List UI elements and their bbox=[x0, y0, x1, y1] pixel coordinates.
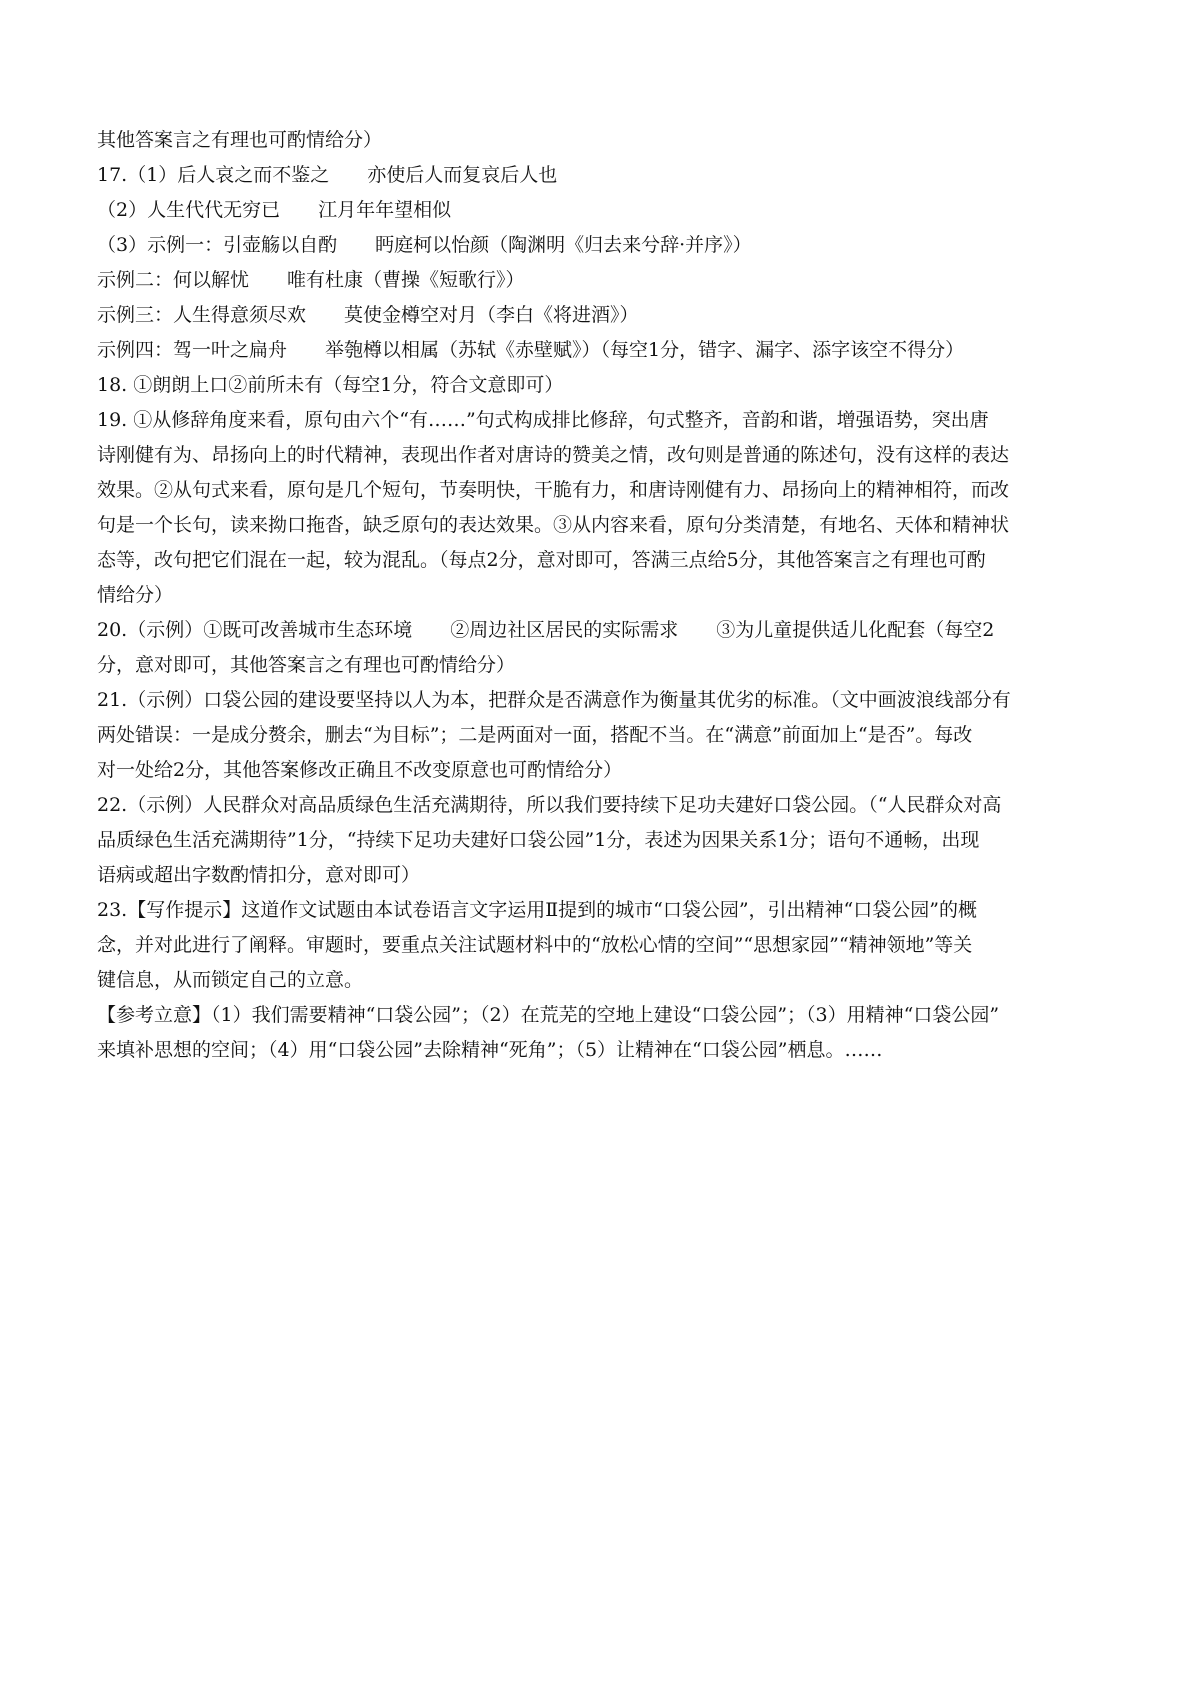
text-line: 示例四：驾一叶之扁舟 举匏樽以相属（苏轼《赤壁赋》）（每空1分，错字、漏字、添字该空不得分） bbox=[97, 339, 965, 361]
text-line: 19. ①从修辞角度来看，原句由六个“有……”句式构成排比修辞，句式整齐，音韵和谐，增强语势，突出唐 bbox=[97, 409, 989, 431]
text-line: 20.（示例）①既可改善城市生态环境 ②周边社区居民的实际需求 ③为儿童提供适儿化配套（每空2 bbox=[97, 619, 995, 641]
text-line: 18. ①朗朗上口②前所未有（每空1分，符合文意即可） bbox=[97, 374, 564, 396]
text-line: 分，意对即可，其他答案言之有理也可酌情给分） bbox=[97, 654, 516, 676]
text-line: 情给分） bbox=[97, 584, 174, 606]
text-line: 键信息，从而锁定自己的立意。 bbox=[97, 969, 364, 991]
text-line: 对一处给2分，其他答案修改正确且不改变原意也可酌情给分） bbox=[97, 759, 623, 781]
text-line: 来填补思想的空间；（4）用“口袋公园”去除精神“死角”；（5）让精神在“口袋公园”栖息。…… bbox=[97, 1039, 883, 1061]
text-line: 两处错误：一是成分赘余，删去“为目标”；二是两面对一面，搭配不当。在“满意”前面加上“是否”。每改 bbox=[97, 724, 973, 746]
text-line: 诗刚健有为、昂扬向上的时代精神，表现出作者对唐诗的赞美之情，改句则是普通的陈述句，没有这样的表达 bbox=[97, 444, 1010, 466]
text-line: 22.（示例）人民群众对高品质绿色生活充满期待，所以我们要持续下足功夫建好口袋公园。（“人民群众对高 bbox=[97, 794, 1002, 816]
text-line: 其他答案言之有理也可酌情给分） bbox=[97, 129, 383, 151]
text-line: 态等，改句把它们混在一起，较为混乱。（每点2分，意对即可，答满三点给5分，其他答案言之有理也可酌 bbox=[97, 549, 986, 571]
text-line: 语病或超出字数酌情扣分，意对即可） bbox=[97, 864, 421, 886]
text-line: 效果。②从句式来看，原句是几个短句，节奏明快，干脆有力，和唐诗刚健有力、昂扬向上的精神相符，而改 bbox=[97, 479, 1010, 501]
text-line: （2）人生代代无穷已 江月年年望相似 bbox=[97, 199, 452, 221]
text-line: 【参考立意】（1）我们需要精神“口袋公园”；（2）在荒芜的空地上建设“口袋公园”；（3）用精神“口袋公园” bbox=[97, 1004, 1000, 1026]
text-line: 23.【写作提示】这道作文试题由本试卷语言文字运用Ⅱ提到的城市“口袋公园”，引出精神“口袋公园”的概 bbox=[97, 899, 977, 921]
text-line: 示例三：人生得意须尽欢 莫使金樽空对月（李白《将进酒》） bbox=[97, 304, 639, 326]
text-line: 句是一个长句，读来拗口拖沓，缺乏原句的表达效果。③从内容来看，原句分类清楚，有地名、天体和精神状 bbox=[97, 514, 1010, 536]
text-line: 示例二：何以解忧 唯有杜康（曹操《短歌行》） bbox=[97, 269, 525, 291]
text-line: 17.（1）后人哀之而不鉴之 亦使后人而复哀后人也 bbox=[97, 164, 558, 186]
text-line: 念，并对此进行了阐释。审题时，要重点关注试题材料中的“放松心情的空间”“思想家园”“精神领地”等关 bbox=[97, 934, 973, 956]
text-line: （3）示例一：引壶觞以自酌 眄庭柯以怡颜（陶渊明《归去来兮辞·并序》） bbox=[97, 234, 752, 256]
text-line: 21.（示例）口袋公园的建设要坚持以人为本，把群众是否满意作为衡量其优劣的标准。（文中画波浪线部分有 bbox=[97, 689, 1011, 711]
text-line: 品质绿色生活充满期待”1分，“持续下足功夫建好口袋公园”1分，表述为因果关系1分；语句不通畅，出现 bbox=[97, 829, 980, 851]
